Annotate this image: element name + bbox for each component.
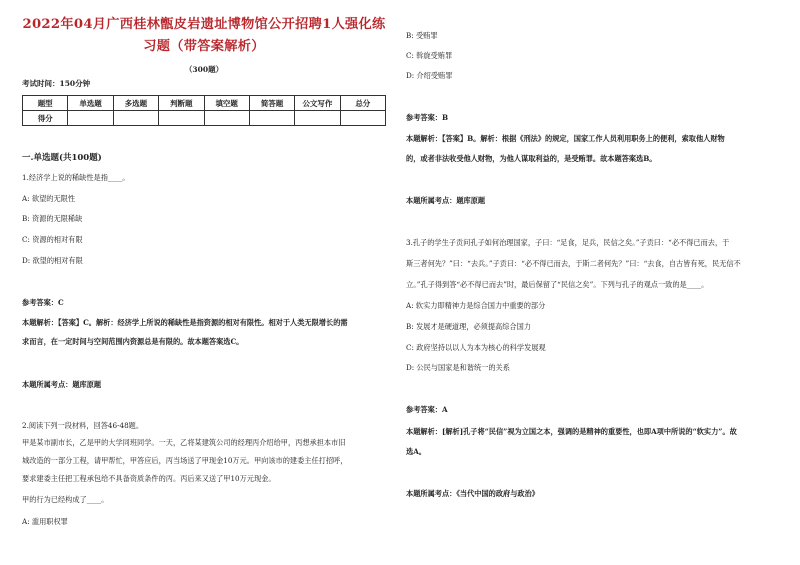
q3-option-b: B: 发展才是硬道理，必须提高综合国力 xyxy=(406,322,531,331)
q1-analysis-line-2: 求而言，在一定时间与空间范围内资源总是有限的。故本题答案选C。 xyxy=(22,337,244,346)
title-line-2: 习题（带答案解析） xyxy=(143,39,265,54)
q2-option-d: D: 介绍受贿罪 xyxy=(406,71,453,80)
q3-analysis-line-1: 本题解析：[解析]孔子将“民信”视为立国之本，强调的是精神的重要性，也即A项中所说的“软实力”。故 xyxy=(406,427,737,436)
header-cell: 公文写作 xyxy=(295,96,340,111)
q2-material-line-1: 甲是某市副市长，乙是甲的大学同班同学。一天，乙将某建筑公司的经理丙介绍给甲，丙想承担本市旧 xyxy=(22,438,346,447)
q2-stem: 2.阅读下列一段材料，回答46-48题。 xyxy=(22,421,144,430)
q2-analysis-line-2: 的，或者非法收受他人财物，为他人谋取利益的，是受贿罪。故本题答案选B。 xyxy=(406,154,657,163)
right-column xyxy=(406,0,786,565)
header-cell: 题型 xyxy=(23,96,68,111)
q3-analysis-line-2: 选A。 xyxy=(406,447,426,456)
row-cell xyxy=(159,111,204,126)
section-heading: 一.单选题(共100题) xyxy=(22,153,102,163)
q2-option-a: A: 滥用职权罪 xyxy=(22,517,68,526)
q1-answer: 参考答案：C xyxy=(22,298,64,307)
q1-option-d: D: 欲望的相对有限 xyxy=(22,256,83,265)
header-cell: 多选题 xyxy=(113,96,158,111)
q2-analysis-line-1: 本题解析：【答案】B。解析：根据《刑法》的规定，国家工作人员利用职务上的便利，索取他人财物 xyxy=(406,134,725,143)
q3-point: 本题所属考点：《当代中国的政府与政治》 xyxy=(406,489,539,498)
q2-material-line-3: 要求建委主任把工程承包给不具备资质条件的丙。丙后来又送了甲10万元现金。 xyxy=(22,474,276,483)
title-line-1: 2022年04月广西桂林甑皮岩遗址博物馆公开招聘1人强化练 xyxy=(22,17,386,32)
q1-option-a: A: 欲望的无限性 xyxy=(22,194,76,203)
q3-stem-line-2: 斯三者何先？”曰：“去兵。”子贡曰：“必不得已而去，于斯二者何先？”曰：“去食，自古皆有死，民无信不 xyxy=(406,259,741,268)
q1-point: 本题所属考点：题库原题 xyxy=(22,380,102,389)
row-cell xyxy=(68,111,113,126)
q3-option-a: A: 软实力即精神力是综合国力中重要的部分 xyxy=(406,301,546,310)
row-cell: 得分 xyxy=(23,111,68,126)
left-column xyxy=(18,0,390,565)
q2-material-line-2: 城改造的一部分工程，请甲帮忙，甲答应后，丙当场送了甲现金10万元。甲向该市的建委主任打招呼， xyxy=(22,456,348,465)
document-title xyxy=(18,14,390,58)
q3-stem-line-3: 立。”孔子得到答“必不得已而去”时，最后保留了“民信之矣”。下列与孔子的观点一致的是____。 xyxy=(406,280,709,289)
row-cell xyxy=(204,111,249,126)
q2-question: 甲的行为已经构成了____。 xyxy=(22,495,109,504)
header-cell: 简答题 xyxy=(249,96,294,111)
score-table xyxy=(22,95,386,126)
q3-option-c: C: 政府坚持以以人为本为核心的科学发展观 xyxy=(406,343,546,352)
q3-stem-line-1: 3.孔子的学生子贡问孔子如何治理国家，子曰：“足食，足兵，民信之矣。”子贡曰：“必不得已而去，于 xyxy=(406,238,730,247)
header-cell: 总分 xyxy=(340,96,385,111)
q1-analysis-line-1: 本题解析：【答案】C。解析：经济学上所说的稀缺性是指资源的相对有限性。相对于人类无限增长的需 xyxy=(22,318,348,327)
row-cell xyxy=(113,111,158,126)
q3-option-d: D: 公民与国家是和谐统一的关系 xyxy=(406,363,510,372)
q1-option-c: C: 资源的相对有限 xyxy=(22,235,83,244)
score-table-row xyxy=(23,111,386,126)
row-cell xyxy=(295,111,340,126)
q2-point: 本题所属考点：题库原题 xyxy=(406,196,486,205)
score-table-header xyxy=(23,96,386,111)
q1-option-b: B: 资源的无限稀缺 xyxy=(22,214,83,223)
header-cell: 填空题 xyxy=(204,96,249,111)
question-count: （300题） xyxy=(184,65,224,74)
q2-option-b: B: 受贿罪 xyxy=(406,31,438,40)
q2-option-c: C: 斡旋受贿罪 xyxy=(406,51,453,60)
exam-time: 考试时间：150分钟 xyxy=(22,79,91,88)
q1-stem: 1.经济学上说的稀缺性是指____。 xyxy=(22,173,130,182)
row-cell xyxy=(340,111,385,126)
header-cell: 判断题 xyxy=(159,96,204,111)
q2-answer: 参考答案：B xyxy=(406,113,449,122)
row-cell xyxy=(249,111,294,126)
header-cell: 单选题 xyxy=(68,96,113,111)
q3-answer: 参考答案：A xyxy=(406,405,448,414)
